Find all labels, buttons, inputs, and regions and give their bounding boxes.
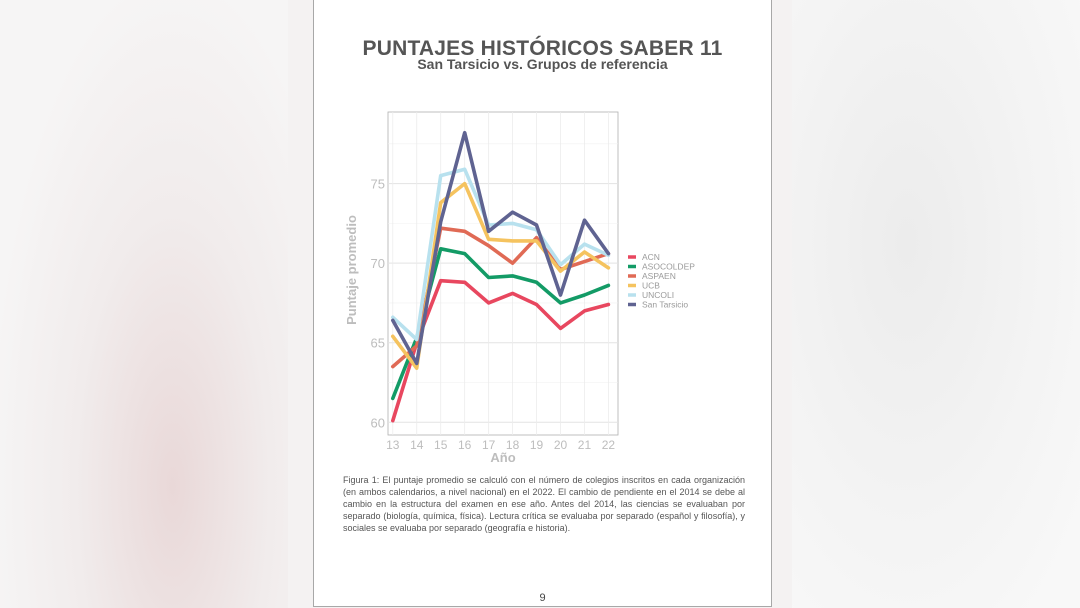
legend-label: UNCOLI — [642, 290, 675, 300]
y-tick-label: 75 — [370, 176, 385, 192]
y-tick-label: 60 — [370, 415, 385, 431]
x-tick-label: 15 — [434, 438, 448, 452]
page-number: 9 — [539, 592, 546, 604]
legend — [628, 252, 695, 310]
x-tick-label: 22 — [601, 438, 616, 452]
figure-caption: Figura 1: El puntaje promedio se calculó con el número de colegios inscritos en cada organización (en ambos calendarios, a nivel nacional) en el 2022. El cambio de pendiente en el 2014 se debe al cambio en la estructura del examen en ese año. Antes del 2014, las ciencias se evaluaban por separado (biología, química, física). Lectura crítica se evaluaba por separado (español y filosofía), y sociales se evaluaba por separado (geografía e historia). — [343, 475, 745, 533]
x-tick-label: 17 — [481, 438, 496, 452]
legend-label: ASPAEN — [642, 271, 676, 281]
x-tick-label: 21 — [577, 438, 592, 452]
page-title: PUNTAJES HISTÓRICOS SABER 11 — [362, 37, 723, 60]
x-tick-label: 19 — [529, 438, 544, 452]
y-tick-labels — [371, 177, 385, 431]
document-page — [313, 0, 772, 607]
page-subtitle: San Tarsicio vs. Grupos de referencia — [417, 56, 668, 72]
plot-panel — [388, 112, 618, 435]
legend-label: UCB — [642, 280, 660, 291]
legend-label: San Tarsicio — [642, 299, 689, 310]
background-right — [792, 0, 1080, 608]
x-tick-label: 14 — [410, 438, 424, 452]
legend-label: ACN — [642, 252, 660, 262]
x-tick-label: 13 — [386, 438, 400, 452]
x-tick-label: 18 — [505, 438, 520, 452]
y-axis-label: Puntaje promedio — [344, 215, 359, 325]
x-axis-label: Año — [490, 450, 516, 465]
y-tick-label: 65 — [370, 335, 385, 351]
line-chart — [314, 0, 773, 470]
y-tick-label: 70 — [370, 256, 385, 272]
legend-label: ASOCOLDEP — [642, 261, 695, 272]
x-tick-label: 16 — [457, 438, 472, 452]
x-tick-label: 20 — [553, 438, 568, 452]
background-left — [0, 0, 288, 608]
